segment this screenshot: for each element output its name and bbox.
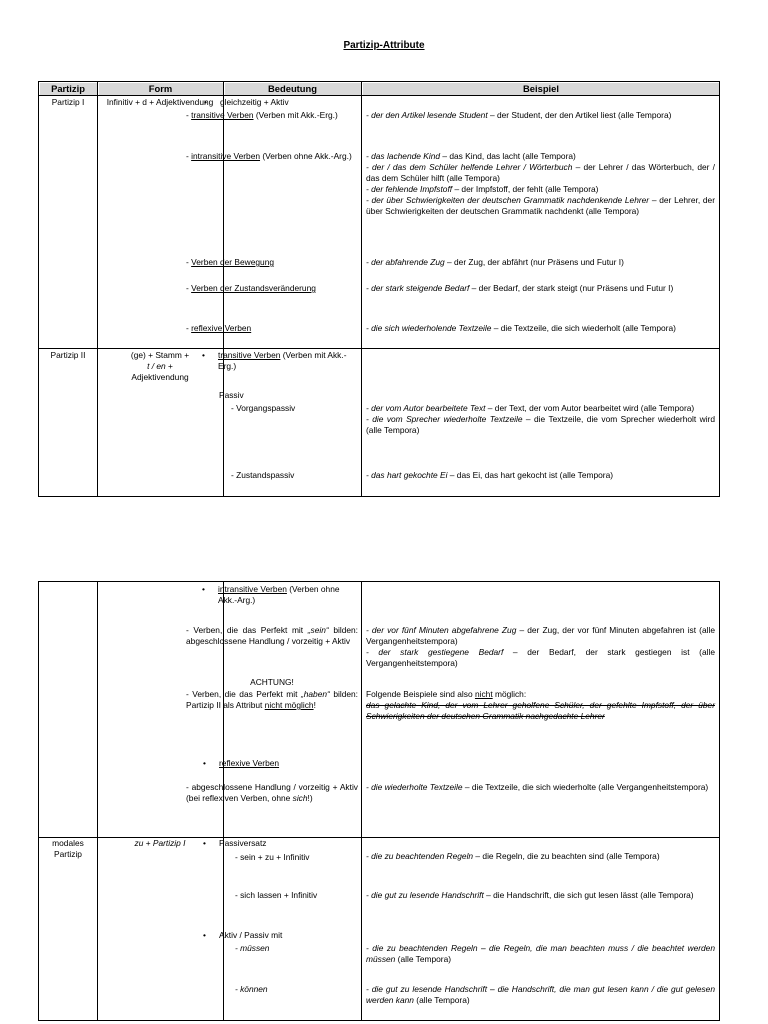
meaning-reflexiv: - reflexive Verben — [186, 323, 252, 333]
example-nachdenkende: - der über Schwierigkeiten der deutschen Grammatik nachdenkende Lehrer – der Lehrer, der über Schwierigkeiten der deutschen Grammatik nachdenkt (alle Tempora) — [366, 195, 715, 216]
meaning-passiv: Passiv — [219, 390, 244, 400]
meaning-bewegung: - Verben der Bewegung — [186, 257, 275, 267]
example-not-possible — [366, 689, 715, 722]
participle-table-part1 — [38, 81, 720, 497]
bullet-intransitiv-p2: • intransitive Verben (Verben ohne Akk.-Arg.) — [218, 584, 350, 606]
bullet-transitiv-p2: • transitive Verben (Verben mit Akk.-Erg.) — [218, 350, 348, 372]
meaning-perfekt-haben: - Verben, die das Perfekt mit „haben“ bilden: Partizip II als Attribut nicht möglich! — [186, 689, 358, 710]
example-lesende-handschrift: - die gut zu lesende Handschrift – die Handschrift, die sich gut lesen lässt (alle Tempora) — [366, 890, 694, 900]
example-group-passiv — [366, 403, 715, 436]
meaning-transitiv: - transitive Verben (Verben mit Akk.-Erg.) — [186, 110, 338, 120]
header-partizip: Partizip — [51, 83, 85, 94]
example-fehlende: - der fehlende Impfstoff – der Impfstoff, der fehlt (alle Tempora) — [366, 184, 599, 194]
cell-partizip-1: Partizip I — [51, 97, 85, 107]
header-bedeutung: Bedeutung — [268, 83, 317, 94]
example-abfahrende: - der abfahrende Zug – der Zug, der abfährt (nur Präsens und Futur I) — [366, 257, 624, 267]
meaning-vorgangspassiv: - Vorgangspassiv — [231, 403, 296, 413]
example-wiederholte: - die vom Sprecher wiederholte Textzeile – die Textzeile, die vom Sprecher wiederholt wird (alle Tempora) — [366, 414, 715, 435]
example-wiederholende: - die sich wiederholende Textzeile – die Textzeile, die sich wiederholt (alle Tempora) — [366, 323, 676, 333]
example-lesende: - der den Artikel lesende Student – der Student, der den Artikel liest (alle Tempora) — [366, 110, 672, 120]
example-gestiegene: - der stark gestiegene Bedarf – der Bedarf, der stark gestiegen ist (alle Vergangenheitstempora) — [366, 647, 715, 668]
example-bearbeitete: - der vom Autor bearbeitete Text – der Text, der vom Autor bearbeitet wird (alle Tempora) — [366, 403, 695, 413]
cell-modales-partizip: modales Partizip — [52, 838, 84, 859]
example-group-intransitiv — [366, 151, 715, 217]
bullet-gleichzeitig: • gleichzeitig + Aktiv — [220, 97, 350, 108]
meaning-achtung: ACHTUNG! — [250, 677, 294, 687]
example-koennen: - die gut zu lesende Handschrift – die Handschrift, die man gut lesen kann / die gut gelesen werden kann (alle Tempora) — [366, 984, 715, 1005]
meaning-intransitiv: - intransitive Verben (Verben ohne Akk.-Arg.) — [186, 151, 352, 161]
example-group-sein — [366, 625, 715, 669]
cell-form-modal: zu + Partizip I — [134, 838, 186, 848]
meaning-perfekt-sein: - Verben, die das Perfekt mit „sein“ bilden: abgeschlossene Handlung / vorzeitig + Aktiv — [186, 625, 358, 646]
example-not-possible-intro: Folgende Beispiele sind also nicht möglich: — [366, 689, 527, 699]
example-struck-list: das gelachte Kind, der vom Lehrer geholfene Schüler, der gefehlte Impfstoff, der über Schwierigkeiten der deutschen Grammatik nachgedachte Lehrer — [366, 700, 715, 721]
cell-partizip-2: Partizip II — [50, 350, 86, 360]
participle-table-part2 — [38, 581, 720, 1021]
example-gekochte: - das hart gekochte Ei – das Ei, das hart gekocht ist (alle Tempora) — [366, 470, 614, 480]
meaning-sich-lassen: - sich lassen + Infinitiv — [235, 890, 318, 900]
example-steigende: - der stark steigende Bedarf – der Bedarf, der stark steigt (nur Präsens und Futur I) — [366, 283, 674, 293]
meaning-muessen: - müssen — [235, 943, 270, 953]
cell-form-partizip-1: Infinitiv + d + Adjektivendung — [106, 97, 214, 107]
header-form: Form — [148, 83, 173, 94]
meaning-sein-zu: - sein + zu + Infinitiv — [235, 852, 310, 862]
meaning-zustandspassiv: - Zustandspassiv — [231, 470, 295, 480]
example-muessen: - die zu beachtenden Regeln – die Regeln, die man beachten muss / die beachtet werden müssen (alle Tempora) — [366, 943, 715, 964]
example-helfende: - der / das dem Schüler helfende Lehrer / Wörterbuch – der Lehrer / das Wörterbuch, der / das dem Schüler hilft (alle Tempora) — [366, 162, 715, 183]
cell-form-partizip-2: (ge) + Stamm + t / en + Adjektivendung — [130, 350, 190, 382]
example-lachende: - das lachende Kind – das Kind, das lacht (alle Tempora) — [366, 151, 576, 161]
header-beispiel: Beispiel — [523, 83, 559, 94]
example-wiederholte-refl: - die wiederholte Textzeile – die Textzeile, die sich wiederholte (alle Vergangenheitstempora) — [366, 782, 709, 792]
bullet-reflexiv-p2: • reflexive Verben — [219, 758, 349, 769]
meaning-koennen: - können — [235, 984, 268, 994]
page-title: Partizip-Attribute — [343, 40, 425, 51]
example-beachtenden: - die zu beachtenden Regeln – die Regeln, die zu beachten sind (alle Tempora) — [366, 851, 660, 861]
meaning-reflexiv-desc: - abgeschlossene Handlung / vorzeitig + Aktiv (bei reflexiven Verben, ohne sich!) — [186, 782, 358, 803]
example-abgefahrene: - der vor fünf Minuten abgefahrene Zug – der Zug, der vor fünf Minuten abgefahren ist (alle Vergangenheitstempora) — [366, 625, 715, 646]
bullet-aktiv-passiv: • Aktiv / Passiv mit — [219, 930, 349, 941]
meaning-zustand: - Verben der Zustandsveränderung — [186, 283, 316, 293]
bullet-passiversatz: • Passiversatz — [219, 838, 349, 849]
